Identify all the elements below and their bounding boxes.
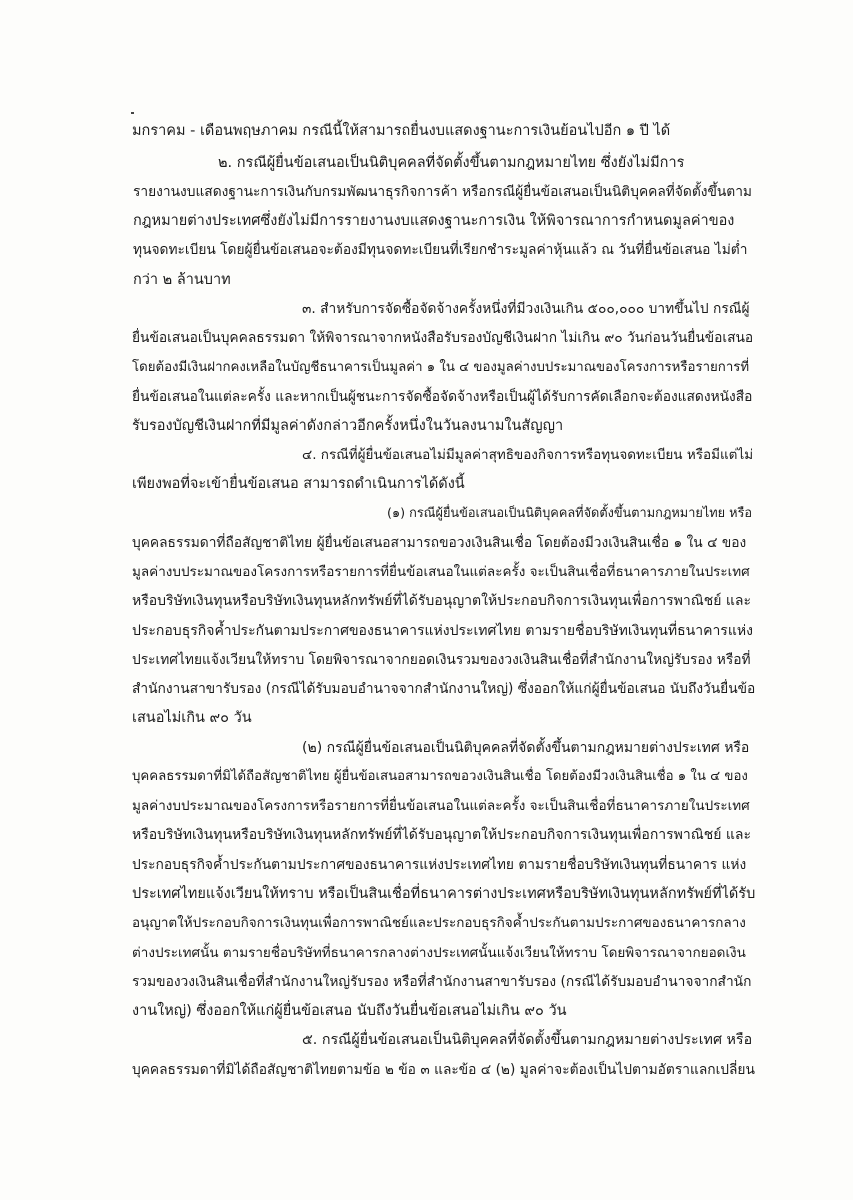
stray-mark bbox=[131, 112, 134, 114]
text-line: ๓. สำหรับการจัดซื้อจัดจ้างครั้งหนึ่งที่มีวงเงินเกิน ๕๐๐,๐๐๐ บาทขึ้นไป กรณีผู้ bbox=[302, 301, 750, 317]
text-line: มูลค่างบประมาณของโครงการหรือรายการที่ยื่นข้อเสนอในแต่ละครั้ง จะเป็นสินเชื่อที่ธนาคารภายในประเทศ bbox=[132, 798, 750, 814]
text-line: มูลค่างบประมาณของโครงการหรือรายการที่ยื่นข้อเสนอในแต่ละครั้ง จะเป็นสินเชื่อที่ธนาคารภายในประเทศ bbox=[132, 564, 750, 580]
text-line: บุคคลธรรมดาที่มิได้ถือสัญชาติไทยตามข้อ ๒ ข้อ ๓ และข้อ ๔ (๒) มูลค่าจะต้องเป็นไปตามอัตราแลกเปลี่ยน bbox=[132, 1062, 755, 1078]
text-line: สำนักงานสาขารับรอง (กรณีได้รับมอบอำนาจจากสำนักงานใหญ่) ซึ่งออกให้แก่ผู้ยื่นข้อเสนอ นับถึงวันยื่นข้อ bbox=[132, 681, 756, 697]
text-line: เพียงพอที่จะเข้ายื่นข้อเสนอ สามารถดำเนินการได้ดังนี้ bbox=[132, 476, 465, 492]
text-line: ยื่นข้อเสนอในแต่ละครั้ง และหากเป็นผู้ชนะการจัดซื้อจัดจ้างหรือเป็นผู้ได้รับการคัดเลือกจะต้องแสดงหนังสือ bbox=[132, 389, 753, 405]
text-line: หรือบริษัทเงินทุนหรือบริษัทเงินทุนหลักทรัพย์ที่ได้รับอนุญาตให้ประกอบกิจการเงินทุนเพื่อการพาณิชย์ และ bbox=[132, 593, 752, 609]
text-line: ต่างประเทศนั้น ตามรายชื่อบริษัทที่ธนาคารกลางต่างประเทศนั้นแจ้งเวียนให้ทราบ โดยพิจารณาจากยอดเงิน bbox=[132, 945, 746, 961]
text-line: กฎหมายต่างประเทศซึ่งยังไม่มีการรายงานงบแสดงฐานะการเงิน ให้พิจารณาการกำหนดมูลค่าของ bbox=[133, 213, 735, 229]
text-line: ๔. กรณีที่ผู้ยื่นข้อเสนอไม่มีมูลค่าสุทธิของกิจการหรือทุนจดทะเบียน หรือมีแต่ไม่ bbox=[302, 447, 754, 463]
text-line: ทุนจดทะเบียน โดยผู้ยื่นข้อเสนอจะต้องมีทุนจดทะเบียนที่เรียกชำระมูลค่าหุ้นแล้ว ณ วันที่ยื่นข้อเสนอ ไม่ต่ำ bbox=[133, 242, 748, 258]
text-line: มกราคม - เดือนพฤษภาคม กรณีนี้ให้สามารถยื่นงบแสดงฐานะการเงินย้อนไปอีก ๑ ปี ได้ bbox=[132, 123, 671, 139]
text-line: ยื่นข้อเสนอเป็นบุคคลธรรมดา ให้พิจารณาจากหนังสือรับรองบัญชีเงินฝาก ไม่เกิน ๙๐ วันก่อนวันยื่นข้อเสนอ bbox=[132, 330, 754, 346]
text-line: ประกอบธุรกิจค้ำประกันตามประกาศของธนาคารแห่งประเทศไทย ตามรายชื่อบริษัทเงินทุนที่ธนาคาร แห่ง bbox=[132, 857, 747, 873]
text-line: บุคคลธรรมดาที่ถือสัญชาติไทย ผู้ยื่นข้อเสนอสามารถขอวงเงินสินเชื่อ โดยต้องมีวงเงินสินเชื่อ ๑ ใน ๔ ของ bbox=[132, 535, 747, 551]
text-line: ประกอบธุรกิจค้ำประกันตามประกาศของธนาคารแห่งประเทศไทย ตามรายชื่อบริษัทเงินทุนที่ธนาคารแห่ง bbox=[132, 623, 753, 639]
text-line: ประเทศไทยแจ้งเวียนให้ทราบ หรือเป็นสินเชื่อที่ธนาคารต่างประเทศหรือบริษัทเงินทุนหลักทรัพย์ที่ได้รับ bbox=[132, 886, 756, 902]
text-line: ๕. กรณีผู้ยื่นข้อเสนอเป็นนิติบุคคลที่จัดตั้งขึ้นตามกฎหมายต่างประเทศ หรือ bbox=[302, 1032, 753, 1048]
text-line: ๒. กรณีผู้ยื่นข้อเสนอเป็นนิติบุคคลที่จัดตั้งขึ้นตามกฎหมายไทย ซึ่งยังไม่มีการ bbox=[218, 155, 685, 171]
text-line: รวมของวงเงินสินเชื่อที่สำนักงานใหญ่รับรอง หรือที่สำนักงานสาขารับรอง (กรณีได้รับมอบอำนาจจากสำนัก bbox=[132, 974, 752, 990]
text-line: (๑) กรณีผู้ยื่นข้อเสนอเป็นนิติบุคคลที่จัดตั้งขึ้นตามกฎหมายไทย หรือ bbox=[387, 506, 753, 521]
text-line: รับรองบัญชีเงินฝากที่มีมูลค่าดังกล่าวอีกครั้งหนึ่งในวันลงนามในสัญญา bbox=[132, 418, 564, 434]
text-line: หรือบริษัทเงินทุนหรือบริษัทเงินทุนหลักทรัพย์ที่ได้รับอนุญาตให้ประกอบกิจการเงินทุนเพื่อการพาณิชย์ และ bbox=[132, 827, 752, 843]
text-line: โดยต้องมีเงินฝากคงเหลือในบัญชีธนาคารเป็นมูลค่า ๑ ใน ๔ ของมูลค่างบประมาณของโครงการหรือรายการที่ bbox=[132, 360, 750, 375]
text-line: บุคคลธรรมดาที่มิได้ถือสัญชาติไทย ผู้ยื่นข้อเสนอสามารถขอวงเงินสินเชื่อ โดยต้องมีวงเงินสินเชื่อ ๑ ใน ๔ ของ bbox=[132, 769, 748, 784]
text-line: งานใหญ่) ซึ่งออกให้แก่ผู้ยื่นข้อเสนอ นับถึงวันยื่นข้อเสนอไม่เกิน ๙๐ วัน bbox=[132, 1003, 567, 1019]
text-line: รายงานงบแสดงฐานะการเงินกับกรมพัฒนาธุรกิจการค้า หรือกรณีผู้ยื่นข้อเสนอเป็นนิติบุคคลที่จัดตั้งขึ้นตาม bbox=[133, 184, 752, 200]
text-line: อนุญาตให้ประกอบกิจการเงินทุนเพื่อการพาณิชย์และประกอบธุรกิจค้ำประกันตามประกาศของธนาคารกลาง bbox=[132, 915, 746, 931]
text-line: (๒) กรณีผู้ยื่นข้อเสนอเป็นนิติบุคคลที่จัดตั้งขึ้นตามกฎหมายต่างประเทศ หรือ bbox=[302, 740, 750, 756]
text-line: เสนอไม่เกิน ๙๐ วัน bbox=[132, 710, 252, 726]
text-line: ประเทศไทยแจ้งเวียนให้ทราบ โดยพิจารณาจากยอดเงินรวมของวงเงินสินเชื่อที่สำนักงานใหญ่รับรอง หรือที่ bbox=[132, 652, 751, 668]
text-line: กว่า ๒ ล้านบาท bbox=[133, 272, 231, 288]
